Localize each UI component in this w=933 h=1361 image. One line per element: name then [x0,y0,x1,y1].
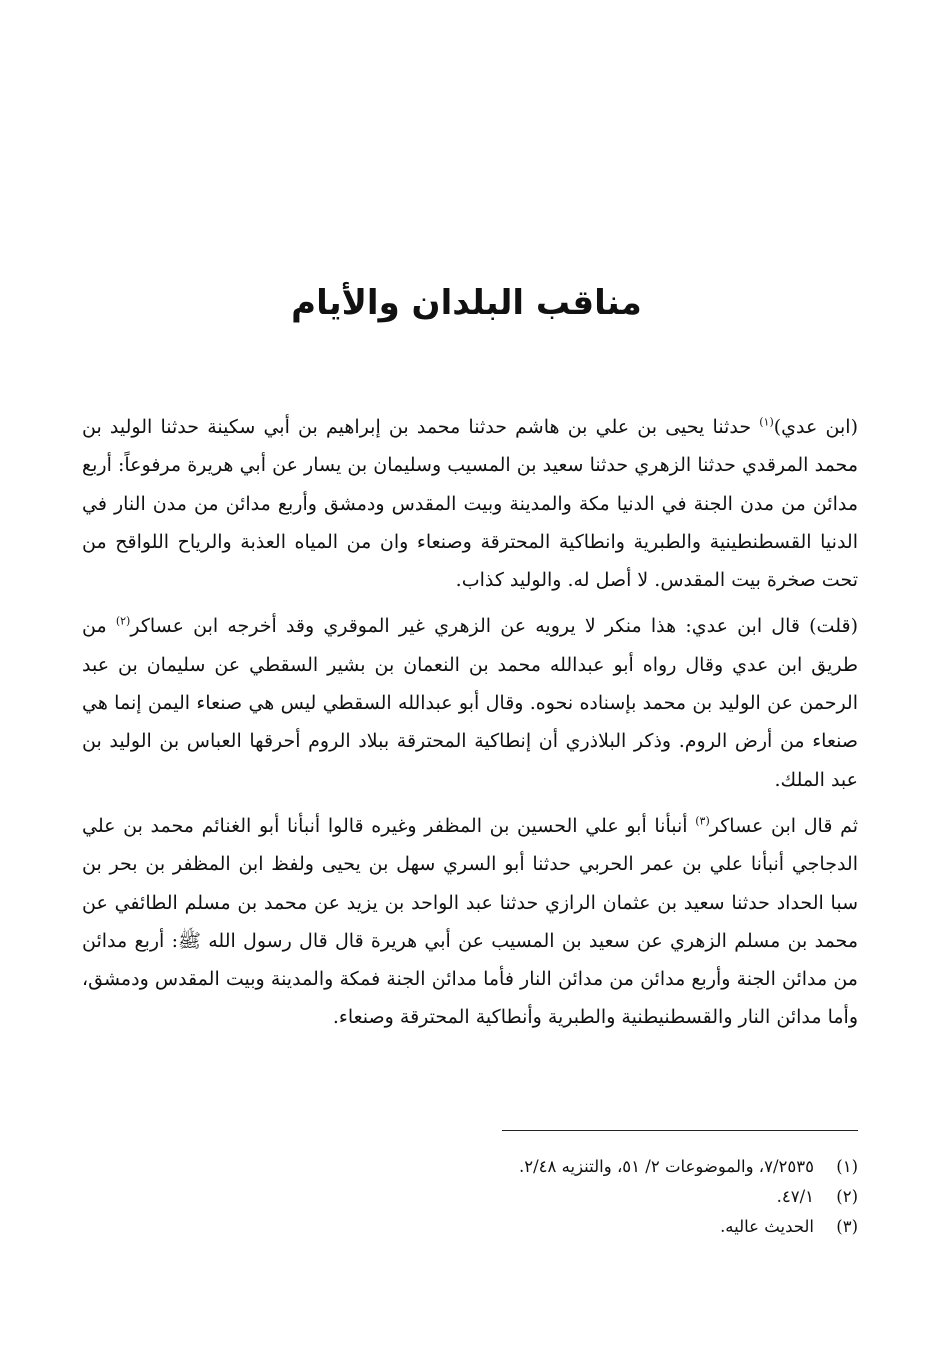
footnote-text: ٧/٢٥٣٥، والموضوعات ٢/ ٥١، والتنزيه ٢/٤٨. [518,1157,814,1176]
paragraph-3-text-b: أنبأنا أبو علي الحسين بن المظفر وغيره قالوا أنبأنا أبو الغنائم محمد بن علي الدجاجي أنبأنا علي بن عمر الحربي حدثنا أبو السري سهل بن يحيى ولفظ ابن المظفر بن بحر بن سبا الحداد حدثنا سعيد بن عثمان الرازي حدثنا عبد الواحد بن يزيد عن محمد بن مسلم الطائفي عن محمد بن مسلم الزهري عن سعيد بن المسيب عن أبي هريرة قال قال رسول الله ﷺ: أربع مدائن من مدائن الجنة وأربع مدائن من مدائن النار فأما مدائن الجنة فمكة والمدينة وبيت المقدس ودمشق، وأما مدائن النار والقسطنيطنية والطبرية وأنطاكية المحترقة وصنعاء. [82,814,858,1029]
paragraph-3 [82,807,858,1037]
footnote-number: (٢) [836,1187,858,1206]
footnote-item [82,1212,858,1242]
footnote-text: الحديث عاليه. [720,1217,814,1236]
footnote-ref-3: (٣) [695,814,710,828]
footnote-ref-2: (٢) [115,615,131,629]
source-citation: (ابن عدي) [773,416,858,438]
footnote-item [82,1182,858,1212]
footnote-item [82,1152,858,1182]
paragraph-1-text: حدثنا يحيى بن علي بن هاشم حدثنا محمد بن إبراهيم بن أبي سكينة حدثنا الوليد بن محمد المرقدي حدثنا الزهري حدثنا سعيد بن المسيب وسليمان بن يسار عن أبي هريرة مرفوعاً: أربع مدائن من مدن الجنة في الدنيا مكة والمدينة وبيت المقدس ودمشق وأربع مدائن من مدن النار في الدنيا القسطنطينية والطبرية وانطاكية المحترقة وصنعاء وان من المياه العذبة والرياح اللواقح من تحت صخرة بيت المقدس. لا أصل له. والوليد كذاب. [82,416,858,592]
paragraph-1 [82,408,858,599]
paragraph-2 [82,607,858,798]
footnote-number: (٣) [836,1217,858,1236]
footnote-ref-1: (١) [759,415,774,429]
paragraph-2-text-a: (قلت) قال ابن عدي: هذا منكر لا يرويه عن الزهري غير الموقري وقد أخرجه ابن عساكر [130,615,858,638]
paragraph-2-text-b: من طريق ابن عدي وقال رواه أبو عبدالله محمد بن النعمان بن بشير السقطي عن سليمان بن عبد الرحمن عن الوليد بن محمد بإسناده نحوه. وقال أبو عبدالله السقطي ليس هي صنعاء اليمن إنما هي صنعاء من أرض الروم. وذكر البلاذري أن إنطاكية المحترقة ببلاد الروم أحرقها العباس بن الوليد بن عبد الملك. [82,615,858,791]
main-text [82,408,858,1037]
footnote-separator [502,1130,858,1131]
footnotes [82,1152,858,1242]
chapter-title: مناقب البلدان والأيام [291,283,642,323]
footnote-number: (١) [836,1157,858,1176]
paragraph-3-text-a: ثم قال ابن عساكر [709,814,858,837]
footnote-text: ٤٧/١. [776,1187,814,1206]
